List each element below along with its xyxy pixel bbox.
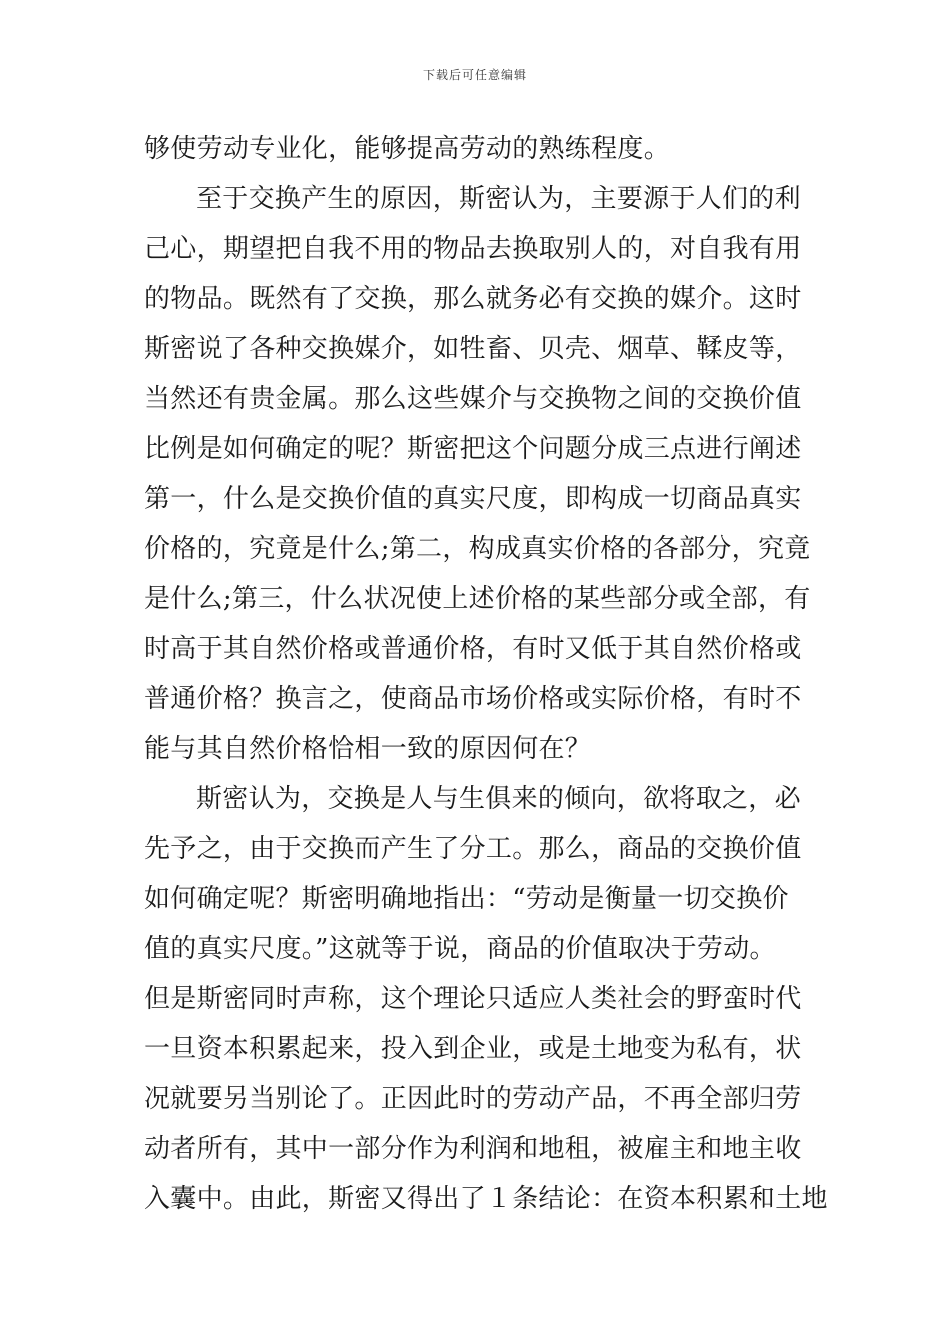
text-line: 时高于其自然价格或普通价格，有时又低于其自然价格或 xyxy=(144,634,802,664)
text-line: 己心，期望把自我不用的物品去换取别人的，对自我有用 xyxy=(144,234,802,264)
text-line: 如何确定呢？斯密明确地指出：“劳动是衡量一切交换价 xyxy=(144,884,789,914)
text-line: 一旦资本积累起来，投入到企业，或是土地变为私有，状 xyxy=(144,1034,802,1064)
text-line: 当然还有贵金属。那么这些媒介与交换物之间的交换价值 xyxy=(144,384,802,414)
text-line: 值的真实尺度。”这就等于说，商品的价值取决于劳动。 xyxy=(144,934,776,964)
text-line: 况就要另当别论了。正因此时的劳动产品，不再全部归劳 xyxy=(144,1084,802,1114)
text-line: 普通价格？换言之，使商品市场价格或实际价格，有时不 xyxy=(144,684,802,714)
text-line: 够使劳动专业化，能够提高劳动的熟练程度。 xyxy=(144,134,671,164)
text-line: 价格的，究竟是什么;第二，构成真实价格的各部分，究竟 xyxy=(144,534,811,564)
text-line: 入囊中。由此，斯密又得出了１条结论：在资本积累和土地 xyxy=(144,1184,828,1214)
document-body xyxy=(144,124,828,1224)
text-line: 的物品。既然有了交换，那么就务必有交换的媒介。这时 xyxy=(144,284,802,314)
text-line: 斯密认为，交换是人与生俱来的倾向，欲将取之，必 xyxy=(196,784,801,814)
text-line: 动者所有，其中一部分作为利润和地租，被雇主和地主收 xyxy=(144,1134,802,1164)
text-line: 能与其自然价格恰相一致的原因何在？ xyxy=(144,734,592,764)
text-line: 斯密说了各种交换媒介，如牲畜、贝壳、烟草、鞣皮等， xyxy=(144,334,802,364)
text-line: 但是斯密同时声称，这个理论只适应人类社会的野蛮时代 xyxy=(144,984,802,1014)
page-header: 下载后可任意编辑 xyxy=(422,68,527,82)
text-line: 先予之，由于交换而产生了分工。那么，商品的交换价值 xyxy=(144,834,802,864)
text-line: 是什么;第三，什么状况使上述价格的某些部分或全部，有 xyxy=(144,584,811,614)
text-line: 至于交换产生的原因，斯密认为，主要源于人们的利 xyxy=(196,184,801,214)
text-line: 第一，什么是交换价值的真实尺度，即构成一切商品真实 xyxy=(144,484,802,514)
text-line: 比例是如何确定的呢？斯密把这个问题分成三点进行阐述 xyxy=(144,434,802,464)
